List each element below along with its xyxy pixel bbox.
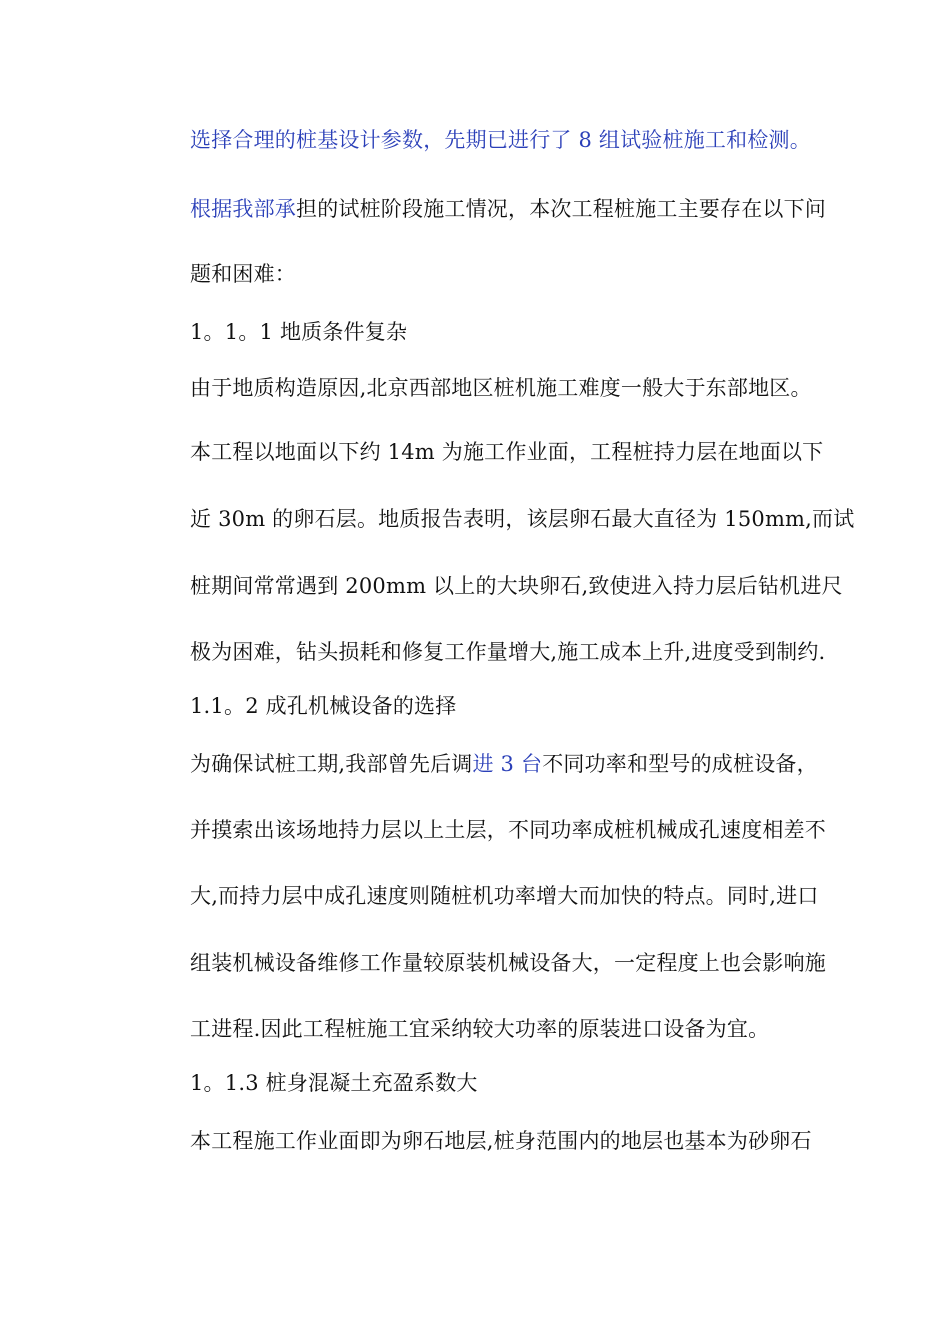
text-span: 不同功率和型号的成桩设备， bbox=[542, 752, 818, 776]
text-line: 本工程以地面以下约 14m 为施工作业面，工程桩持力层在地面以下 bbox=[190, 440, 824, 464]
highlighted-text: 进 3 台 bbox=[472, 752, 543, 776]
text-line: 题和困难： bbox=[190, 262, 296, 286]
section-heading: 1。1。1 地质条件复杂 bbox=[190, 320, 408, 344]
text-line: 大,而持力层中成孔速度则随桩机功率增大而加快的特点。同时,进口 bbox=[190, 884, 819, 908]
text-line: 工进程.因此工程桩施工宜采纳较大功率的原装进口设备为宜。 bbox=[190, 1017, 770, 1041]
text-line: 极为困难，钻头损耗和修复工作量增大,施工成本上升,进度受到制约. bbox=[190, 640, 826, 664]
text-line: 本工程施工作业面即为卵石地层,桩身范围内的地层也基本为砂卵石 bbox=[190, 1129, 812, 1153]
text-line bbox=[190, 750, 818, 778]
text-line: 并摸索出该场地持力层以上土层，不同功率成桩机械成孔速度相差不 bbox=[190, 818, 826, 842]
section-heading: 1.1。2 成孔机械设备的选择 bbox=[190, 694, 457, 718]
section-heading: 1。1.3 桩身混凝土充盈系数大 bbox=[190, 1071, 478, 1095]
text-line: 桩期间常常遇到 200mm 以上的大块卵石,致使进入持力层后钻机进尺 bbox=[190, 574, 843, 598]
text-line: 由于地质构造原因,北京西部地区桩机施工难度一般大于东部地区。 bbox=[190, 376, 812, 400]
text-line: 近 30m 的卵石层。地质报告表明，该层卵石最大直径为 150mm,而试 bbox=[190, 507, 855, 531]
text-span: 担的试桩阶段施工情况，本次工程桩施工主要存在以下问 bbox=[296, 197, 826, 221]
text-line: 组装机械设备维修工作量较原装机械设备大，一定程度上也会影响施 bbox=[190, 951, 826, 975]
text-line: 选择合理的桩基设计参数，先期已进行了 8 组试验桩施工和检测。 bbox=[190, 128, 811, 152]
text-span: 为确保试桩工期,我部曾先后调 bbox=[190, 752, 473, 776]
highlighted-text: 根据我部承 bbox=[190, 197, 296, 221]
text-line bbox=[190, 195, 826, 223]
